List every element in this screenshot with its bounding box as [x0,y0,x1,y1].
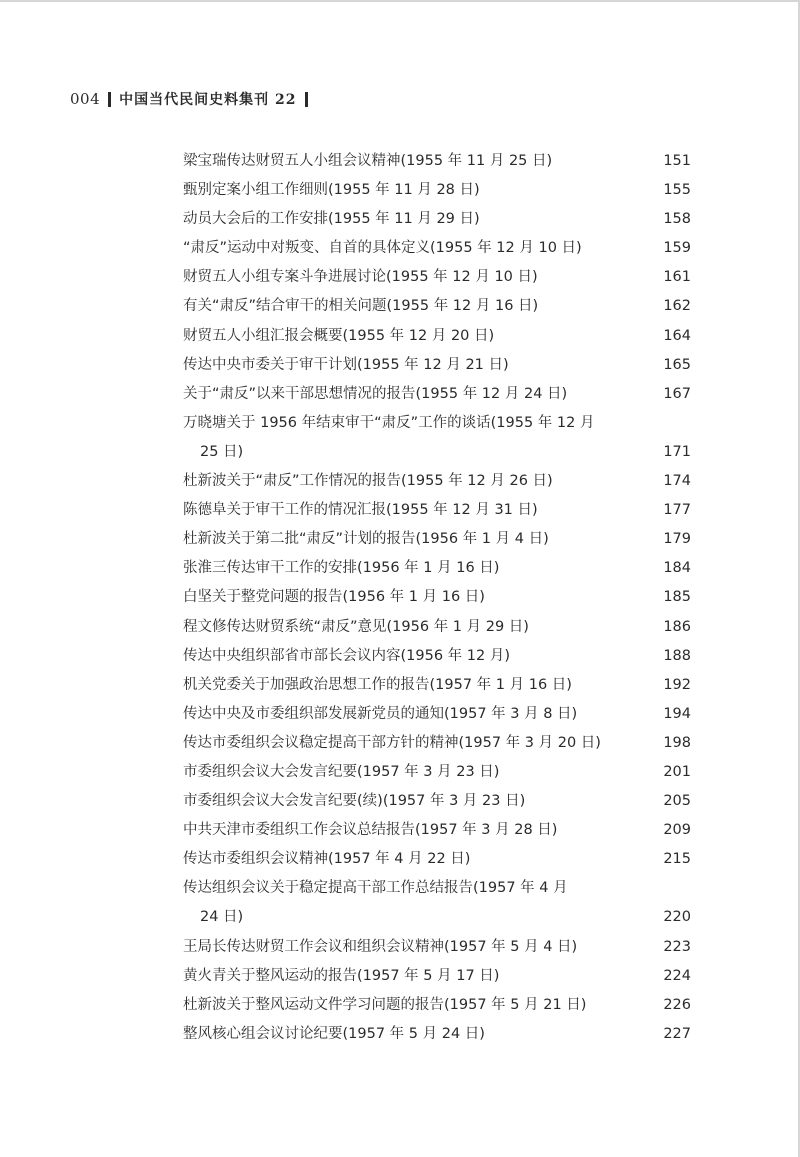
toc-entry-page-number: 179 [663,531,691,548]
toc-entry-title: 程文修传达财贸系统“肃反”意见(1956 年 1 月 29 日) [183,618,529,635]
toc-entry [183,1020,691,1049]
toc-entry-title: 动员大会后的工作安排(1955 年 11 月 29 日) [183,211,480,228]
toc-entry [183,554,691,583]
toc-entry [183,613,691,642]
toc-entry-page-number: 174 [663,473,691,490]
toc-entry-page-number: 155 [663,182,691,199]
toc-entry-title: 梁宝瑞传达财贸五人小组会议精神(1955 年 11 月 25 日) [183,153,553,169]
toc-entry [183,729,691,758]
toc-entry-title: 整风核心组会议讨论纪要(1957 年 5 月 24 日) [183,1025,485,1042]
toc-entry-page-number: 227 [663,1025,691,1042]
toc-entry [183,496,691,525]
toc-entry [183,700,691,729]
toc-entry [183,816,691,845]
toc-entry-page-number: 158 [663,211,691,228]
toc-entry [183,409,691,467]
header-bar-right [305,92,308,107]
toc-entry-page-number: 192 [663,676,691,693]
toc-entry-title: 甄别定案小组工作细则(1955 年 11 月 28 日) [183,182,480,199]
toc-entry-title: 黄火青关于整风运动的报告(1957 年 5 月 17 日) [183,967,500,984]
toc-entry-title: 财贸五人小组专案斗争进展讨论(1955 年 12 月 10 日) [183,269,538,286]
toc-entry-page-number: 215 [663,851,691,868]
toc-entry-title: 杜新波关于第二批“肃反”计划的报告(1956 年 1 月 4 日) [183,531,549,548]
toc-entry-page-number: 223 [663,938,691,955]
toc-entry-title: 市委组织会议大会发言纪要(续)(1957 年 3 月 23 日) [183,793,526,810]
toc-entry-title: 杜新波关于整风运动文件学习问题的报告(1957 年 5 月 21 日) [183,996,587,1013]
toc-entry-page-number: 205 [663,793,691,810]
toc-entry-page-number: 224 [663,967,691,984]
toc-entry [183,205,691,234]
toc-entry [183,845,691,874]
toc-entry [183,758,691,787]
toc-entry-page-number: 167 [663,385,691,402]
toc-entry-title: 白坚关于整党问题的报告(1956 年 1 月 16 日) [183,589,485,606]
toc-entry-title: 王局长传达财贸工作会议和组织会议精神(1957 年 5 月 4 日) [183,938,578,955]
toc-entry [183,234,691,263]
toc-entry [183,525,691,554]
toc-entry [183,263,691,292]
toc-entry-title: “肃反”运动中对叛变、自首的具体定义(1955 年 12 月 10 日) [183,240,582,257]
header-bar-left [108,92,111,107]
toc-entry-page-number: 151 [663,153,691,169]
toc-entry-title: 张淮三传达审干工作的安排(1956 年 1 月 16 日) [183,560,500,577]
toc-entry-page-number: 177 [663,502,691,519]
toc-entry [183,962,691,991]
toc-entry-title: 中共天津市委组织工作会议总结报告(1957 年 3 月 28 日) [183,822,558,839]
page-number: 004 [70,90,101,108]
running-head [70,89,316,109]
toc-entry [183,292,691,321]
toc-entry-title: 传达市委组织会议精神(1957 年 4 月 22 日) [183,851,471,868]
toc-entry [183,147,691,176]
toc-entry-page-number: 161 [663,269,691,286]
toc-entry [183,322,691,351]
toc-entry-page-number: 188 [663,647,691,664]
toc-entry-page-number: 226 [663,996,691,1013]
toc-entry [183,380,691,409]
toc-entry-title: 传达中央组织部省市部长会议内容(1956 年 12 月) [183,647,510,664]
toc-entry-title: 杜新波关于“肃反”工作情况的报告(1955 年 12 月 26 日) [183,473,553,490]
toc-entry-title: 传达市委组织会议稳定提高干部方针的精神(1957 年 3 月 20 日) [183,734,601,751]
toc-entry-page-number: 159 [663,240,691,257]
toc-entry [183,583,691,612]
toc-entry-title: 传达中央市委关于审干计划(1955 年 12 月 21 日) [183,356,509,373]
toc-entry [183,467,691,496]
toc-entry-title: 万晓塘关于 1956 年结束审干“肃反”工作的谈话(1955 年 12 月 [183,414,595,431]
toc-entry-title: 陈德阜关于审干工作的情况汇报(1955 年 12 月 31 日) [183,502,538,519]
toc-entry-title-continued: 24 日) [200,909,244,926]
toc-entry [183,351,691,380]
toc-entry [183,787,691,816]
toc-entry-page-number: 165 [663,356,691,373]
toc-entry-title: 市委组织会议大会发言纪要(1957 年 3 月 23 日) [183,763,500,780]
toc-entry-page-number: 186 [663,618,691,635]
toc-entry-title-continued: 25 日) [200,443,244,460]
toc-entry [183,933,691,962]
toc-entry [183,176,691,205]
toc-entry-title: 传达中央及市委组织部发展新党员的通知(1957 年 3 月 8 日) [183,705,578,722]
toc-entry-page-number: 185 [663,589,691,606]
toc-entry-page-number: 171 [663,443,691,460]
toc-entry-page-number: 194 [663,705,691,722]
toc-entry-page-number: 220 [663,909,691,926]
series-title: 中国当代民间史料集刊 22 [119,92,297,108]
toc-entry-title: 机关党委关于加强政治思想工作的报告(1957 年 1 月 16 日) [183,676,572,693]
toc-entry-page-number: 201 [663,763,691,780]
toc-entry-title: 有关“肃反”结合审干的相关问题(1955 年 12 月 16 日) [183,298,539,315]
toc-entry [183,642,691,671]
toc-entry-title: 财贸五人小组汇报会概要(1955 年 12 月 20 日) [183,327,495,344]
table-of-contents [183,147,691,1049]
toc-entry-page-number: 209 [663,822,691,839]
toc-entry-title: 关于“肃反”以来干部思想情况的报告(1955 年 12 月 24 日) [183,385,568,402]
toc-entry-title: 传达组织会议关于稳定提高干部工作总结报告(1957 年 4 月 [183,880,568,897]
toc-entry-page-number: 164 [663,327,691,344]
toc-entry-page-number: 198 [663,734,691,751]
toc-entry-page-number: 162 [663,298,691,315]
toc-entry [183,671,691,700]
toc-entry [183,991,691,1020]
toc-entry-page-number: 184 [663,560,691,577]
toc-entry [183,874,691,932]
